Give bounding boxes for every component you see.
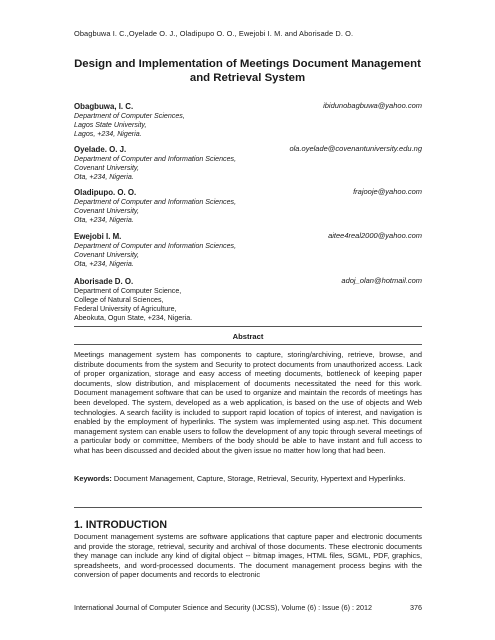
affiliation-line: College of Natural Sciences,: [74, 295, 164, 304]
affiliation-line: Lagos, +234, Nigeria.: [74, 129, 142, 138]
page-footer: [74, 603, 422, 612]
affiliation-line: Covenant University,: [74, 163, 139, 172]
author-email: ibidunobagbuwa@yahoo.com: [323, 101, 422, 110]
affiliation-line: Department of Computer Science,: [74, 287, 182, 295]
keywords-label: Keywords:: [74, 474, 112, 483]
author-email: frajooje@yahoo.com: [353, 187, 422, 196]
author-name: Ewejobi I. M.: [74, 232, 122, 241]
abstract-top-rule: [74, 326, 422, 327]
journal-citation: International Journal of Computer Science and Security (IJCSS), Volume (6) : Issue (6) : 2012: [74, 603, 373, 612]
keywords-bottom-rule: [74, 507, 422, 508]
keywords: [74, 470, 422, 488]
running-head: Obagbuwa I. C.,Oyelade O. J., Oladipupo O. O., Ewejobi I. M. and Aborisade D. O.: [74, 29, 354, 38]
author-block-5: [74, 277, 422, 323]
author-name: Oladipupo. O. O.: [74, 188, 137, 197]
affiliation-line: Ota, +234, Nigeria.: [74, 215, 134, 224]
author-affiliation: [74, 155, 422, 182]
abstract-body: Meetings management system has components to capture, storing/archiving, retrieve, browse, and distribute documents from the system and Security to protect documents from unauthorized access. Lack of proper organization, storage and easy access of meeting documents, bottleneck of keeping paper documents, slow distribution, and misplacement of documents necessitated the need for this work. Document management software that can be used to organize and maintain the records of meetings has been developed. The system, developed as a web application, is based on the use of objects and Web technologies. A search facility is included to support rapid location of topics of interest, and navigation is enabled by the employment of hyperlinks. The system was implemented using asp.net. This document management system can enable users to follow the development of any topic through several meetings of a particular body or committee, Members of the body should be able to have instant and full access to what has been discussed and decided about the given issue no matter how long that had been.: [74, 350, 422, 455]
author-block-2: [74, 145, 422, 182]
title-line-2: and Retrieval System: [189, 72, 306, 84]
author-block-1: [74, 102, 422, 139]
author-affiliation: [74, 242, 422, 269]
page-number: 376: [410, 603, 422, 612]
affiliation-line: Department of Computer Sciences,: [74, 112, 185, 120]
author-name: Obagbuwa, I. C.: [74, 102, 134, 111]
author-email: adoj_olan@hotmail.com: [341, 276, 422, 285]
keywords-text: Document Management, Capture, Storage, Retrieval, Security, Hypertext and Hyperlinks.: [111, 474, 406, 483]
affiliation-line: Ota, +234, Nigeria.: [74, 259, 134, 268]
title-line-1: Design and Implementation of Meetings Document Management: [74, 58, 421, 70]
abstract-heading-rule: [74, 344, 422, 345]
author-affiliation: [74, 198, 422, 225]
author-email: aitee4real2000@yahoo.com: [328, 231, 422, 240]
author-affiliation: [74, 287, 422, 323]
introduction-body: Document management systems are software applications that capture paper and electronic documents and provide the storage, retrieval, security and archival of those documents. These electronic documents they manage can include any kind of digital object -- bitmap images, HTML files, SGML, PDF, graphics, spreadsheets, and word-processed documents. The document management process begins with the conversion of paper documents and records to electronic: [74, 532, 422, 580]
author-name: Oyelade. O. J.: [74, 145, 127, 154]
author-email: ola.oyelade@covenantuniversity.edu.ng: [289, 144, 422, 153]
author-block-4: [74, 232, 422, 269]
affiliation-line: Ota, +234, Nigeria.: [74, 172, 134, 181]
affiliation-line: Department of Computer and Information Sciences,: [74, 155, 237, 163]
affiliation-line: Abeokuta, Ogun State, +234, Nigeria.: [74, 313, 193, 322]
abstract-heading: Abstract: [232, 332, 264, 341]
affiliation-line: Department of Computer and Information Sciences,: [74, 242, 237, 250]
author-block-3: [74, 188, 422, 225]
affiliation-line: Lagos State University,: [74, 120, 147, 129]
author-name: Aborisade D. O.: [74, 277, 134, 286]
author-affiliation: [74, 112, 422, 139]
section-heading-introduction: 1. INTRODUCTION: [74, 519, 167, 531]
affiliation-line: Covenant University,: [74, 206, 139, 215]
affiliation-line: Federal University of Agriculture,: [74, 304, 177, 313]
affiliation-line: Covenant University,: [74, 250, 139, 259]
affiliation-line: Department of Computer and Information Sciences,: [74, 198, 237, 206]
paper-title: [60, 57, 435, 85]
